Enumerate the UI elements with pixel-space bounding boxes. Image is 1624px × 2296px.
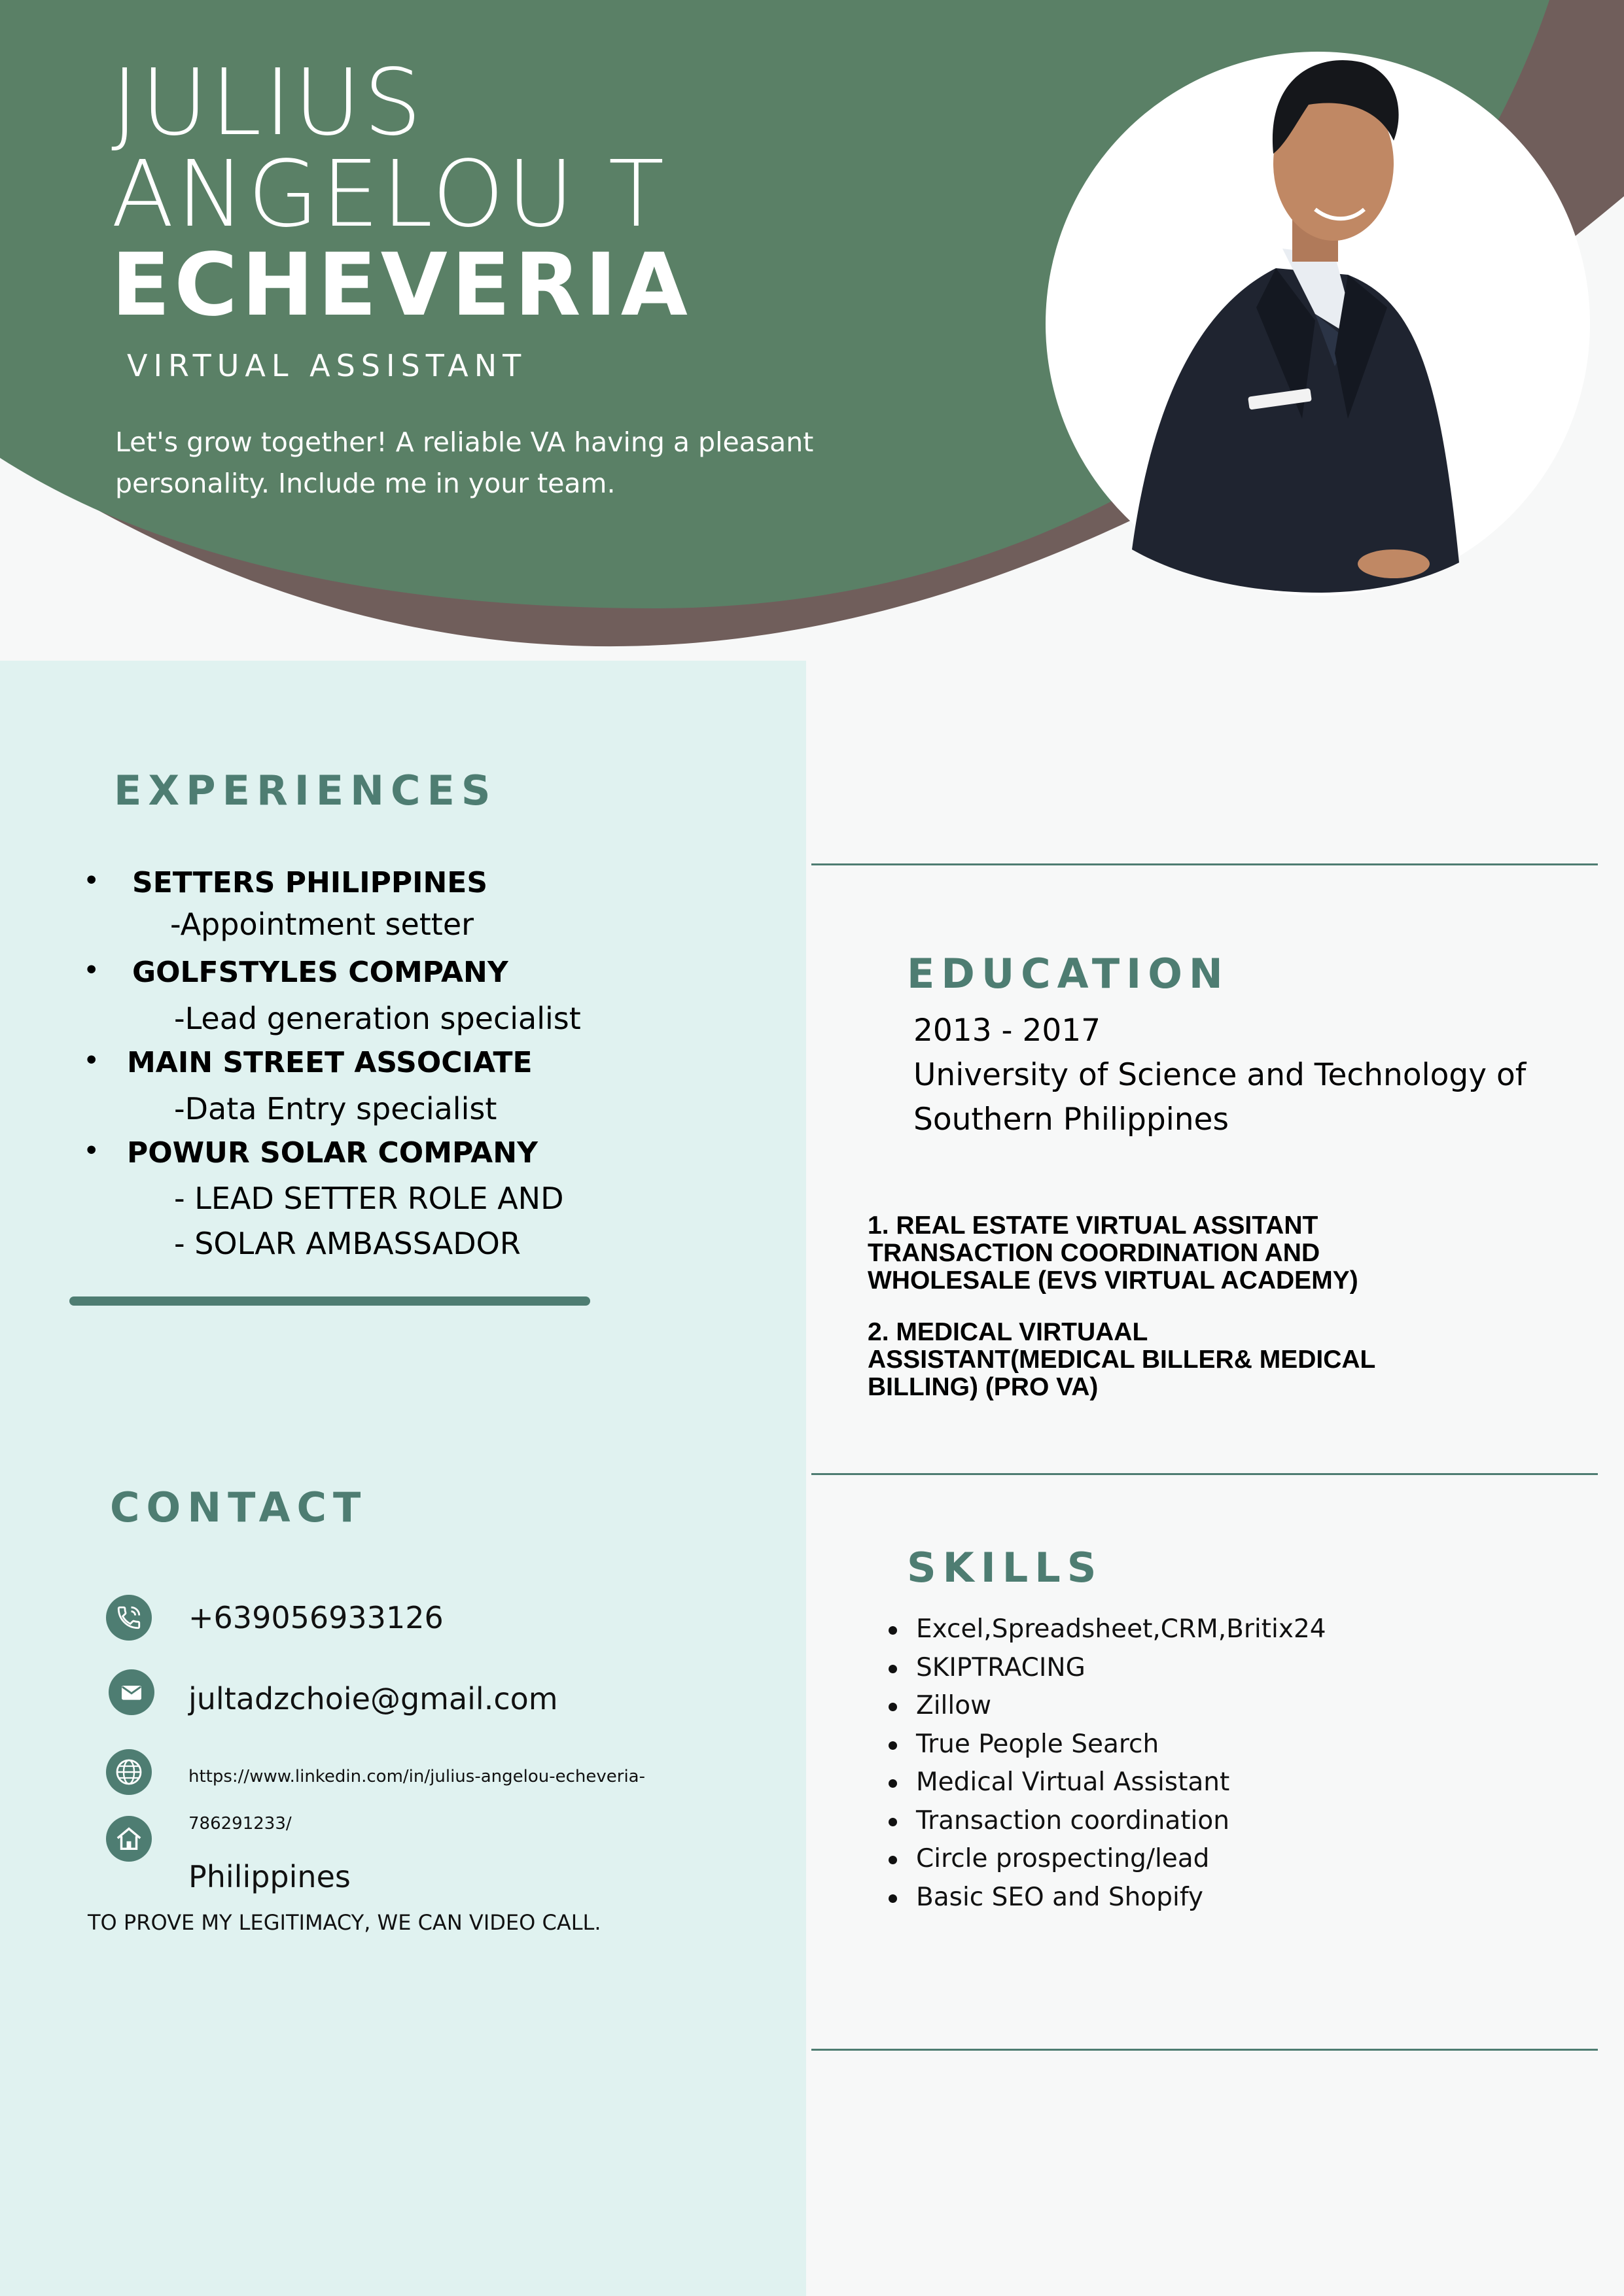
certification-line: TRANSACTION COORDINATION AND	[868, 1239, 1320, 1267]
bullet: •	[86, 1043, 97, 1075]
home-icon	[106, 1816, 152, 1862]
education-heading: EDUCATION	[907, 950, 1229, 998]
certification-line: 1. REAL ESTATE VIRTUAL ASSITANT	[868, 1211, 1318, 1240]
skill-item: Medical Virtual Assistant	[885, 1764, 1578, 1802]
skills-list	[885, 1610, 1578, 1917]
last-name: ECHEVERIA	[111, 235, 692, 336]
globe-icon	[106, 1749, 152, 1795]
education-block	[913, 1009, 1526, 1142]
skill-item: Zillow	[885, 1687, 1578, 1726]
contact-note: TO PROVE MY LEGITIMACY, WE CAN VIDEO CALL.	[88, 1910, 601, 1935]
skill-item: Transaction coordination	[885, 1802, 1578, 1841]
experience-divider	[69, 1296, 590, 1306]
certification-line: BILLING) (PRO VA)	[868, 1373, 1099, 1401]
certification-line: 2. MEDICAL VIRTUAAL	[868, 1318, 1148, 1346]
certification	[868, 1319, 1375, 1401]
experience-role: - SOLAR AMBASSADOR	[174, 1226, 521, 1261]
job-title: VIRTUAL ASSISTANT	[127, 348, 527, 383]
contact-heading: CONTACT	[110, 1484, 368, 1531]
skills-top-divider	[811, 1473, 1598, 1475]
skills-heading: SKILLS	[907, 1544, 1103, 1592]
contact-linkedin[interactable]	[188, 1753, 645, 1847]
experience-company: MAIN STREET ASSOCIATE	[127, 1046, 533, 1079]
bullet: •	[86, 953, 97, 985]
experience-role: - LEAD SETTER ROLE AND	[174, 1181, 564, 1216]
experience-role: -Data Entry specialist	[174, 1091, 497, 1126]
education-top-divider	[811, 863, 1598, 865]
skill-item: Excel,Spreadsheet,CRM,Britix24	[885, 1610, 1578, 1649]
first-name: JULIUS	[111, 50, 425, 156]
tagline-line: personality. Include me in your team.	[115, 468, 616, 499]
skill-item: Basic SEO and Shopify	[885, 1879, 1578, 1917]
experience-company: SETTERS PHILIPPINES	[132, 866, 488, 899]
experience-role: -Lead generation specialist	[174, 1001, 581, 1036]
education-years: 2013 - 2017	[913, 1013, 1101, 1049]
contact-location: Philippines	[188, 1859, 351, 1894]
education-school: University of Science and Technology of	[913, 1057, 1527, 1093]
certification-line: WHOLESALE (EVS VIRTUAL ACADEMY)	[868, 1266, 1358, 1295]
contact-email[interactable]: jultadzchoie@gmail.com	[188, 1681, 558, 1716]
phone-icon	[106, 1595, 152, 1641]
middle-name: ANGELOU T	[111, 141, 667, 248]
skill-item: True People Search	[885, 1726, 1578, 1764]
bullet: •	[86, 863, 97, 896]
experience-role: -Appointment setter	[170, 907, 474, 942]
certification	[868, 1212, 1358, 1295]
skills-bottom-divider	[811, 2049, 1598, 2051]
linkedin-line[interactable]: 786291233/	[188, 1814, 292, 1834]
tagline-line: Let's grow together! A reliable VA having a pleasant	[115, 426, 814, 458]
bullet: •	[86, 1134, 97, 1166]
education-school: Southern Philippines	[913, 1102, 1229, 1138]
certification-line: ASSISTANT(MEDICAL BILLER& MEDICAL	[868, 1346, 1376, 1374]
email-icon	[109, 1669, 154, 1715]
experience-company: POWUR SOLAR COMPANY	[127, 1136, 538, 1170]
skill-item: SKIPTRACING	[885, 1649, 1578, 1688]
experience-company: GOLFSTYLES COMPANY	[132, 956, 508, 989]
experiences-heading: EXPERIENCES	[114, 767, 497, 814]
tagline	[115, 422, 813, 504]
skill-item: Circle prospecting/lead	[885, 1840, 1578, 1879]
contact-phone[interactable]: +639056933126	[188, 1600, 444, 1635]
linkedin-line[interactable]: https://www.linkedin.com/in/julius-angelou-echeveria-	[188, 1767, 645, 1786]
